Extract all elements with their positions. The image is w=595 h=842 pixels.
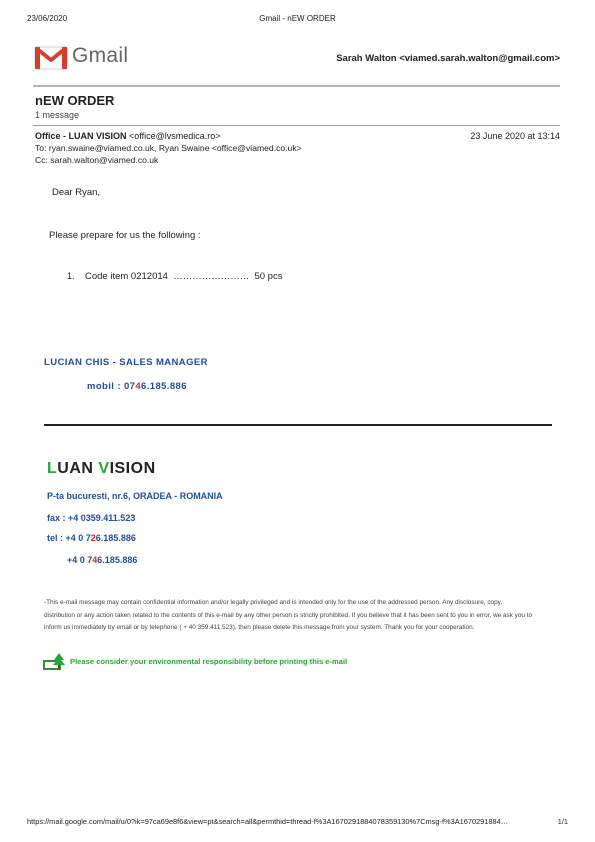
- sender-name: Office - LUAN VISION: [35, 131, 127, 141]
- tel-prefix: tel : +4 0 7: [47, 533, 91, 543]
- confidentiality-disclaimer: -This e-mail message may contain confidential information and/or legally privileged and is intended only for the use of the addressed person. Any disclosure, copy, distribution or any action taken related to the contents of this e-mail by any other person is strictly prohibited. If you believe that it has been sent to you in error, we ask you to inform us immediately by email or by telephone ( + 40 359.411.523), then please delete this message from your system. Thank you for your cooperation.: [44, 599, 533, 631]
- eco-note: Please consider your environmental responsibility before printing this e-mail: [70, 657, 348, 666]
- header-divider: [33, 85, 560, 87]
- thread-subject: nEW ORDER: [35, 93, 115, 108]
- tel2-prefix: +4 0 7: [67, 555, 93, 565]
- tel2-suffix: 6.185.886: [97, 555, 138, 565]
- eco-tree-icon: [43, 652, 67, 670]
- greeting: Dear Ryan,: [52, 187, 101, 198]
- signature-mobile: [87, 381, 187, 392]
- company-fax: fax : +4 0359.411.523: [47, 513, 136, 523]
- print-url: https://mail.google.com/mail/u/0?ik=97ca69e8f6&view=pt&search=all&permthid=thread-f%3A1670291884078359130%7Cmsg-f%3A1670291884…: [27, 817, 509, 826]
- brand-letter-v: V: [98, 460, 110, 477]
- mobile-red-digit: 4: [135, 381, 142, 392]
- message-to: To: ryan.swaine@viamed.co.uk, Ryan Swaine <office@viamed.co.uk>: [35, 143, 302, 153]
- message-date: 23 June 2020 at 13:14: [470, 131, 560, 141]
- signature-divider: [44, 424, 552, 426]
- brand-part-2: ISION: [109, 460, 156, 477]
- gmail-logo-text: Gmail: [72, 44, 129, 67]
- message-from: [35, 131, 221, 141]
- print-title: Gmail - nEW ORDER: [259, 14, 336, 23]
- tel-suffix: 6.185.886: [95, 533, 136, 543]
- list-item: Code item 0212014 …………………… 50 pcs: [85, 271, 283, 282]
- message-count: 1 message: [35, 110, 80, 120]
- list-item-number: 1.: [67, 271, 75, 281]
- mobile-suffix: 6.185.886: [141, 381, 187, 392]
- company-address: P-ta bucuresti, nr.6, ORADEA - ROMANIA: [47, 491, 223, 501]
- sender-email: <office@lvsmedica.ro>: [129, 131, 221, 141]
- brand-part-1: UAN: [57, 460, 99, 477]
- tel-red-digit: 2: [90, 533, 96, 543]
- message-cc: Cc: sarah.walton@viamed.co.uk: [35, 155, 159, 165]
- intro-text: Please prepare for us the following :: [49, 230, 201, 241]
- company-tel: [47, 533, 136, 543]
- company-tel-2: [67, 555, 137, 565]
- mobile-prefix: mobil : 07: [87, 381, 136, 392]
- signature-name: LUCIAN CHIS - SALES MANAGER: [44, 357, 208, 368]
- print-date: 23/06/2020: [27, 14, 68, 23]
- brand-logo-text: [47, 460, 156, 478]
- subject-divider: [33, 125, 560, 126]
- tel2-red-digit: 4: [92, 555, 98, 565]
- page-number: 1/1: [557, 817, 568, 826]
- brand-letter-l: L: [47, 460, 58, 477]
- account-email: Sarah Walton <viamed.sarah.walton@gmail.com>: [336, 53, 560, 64]
